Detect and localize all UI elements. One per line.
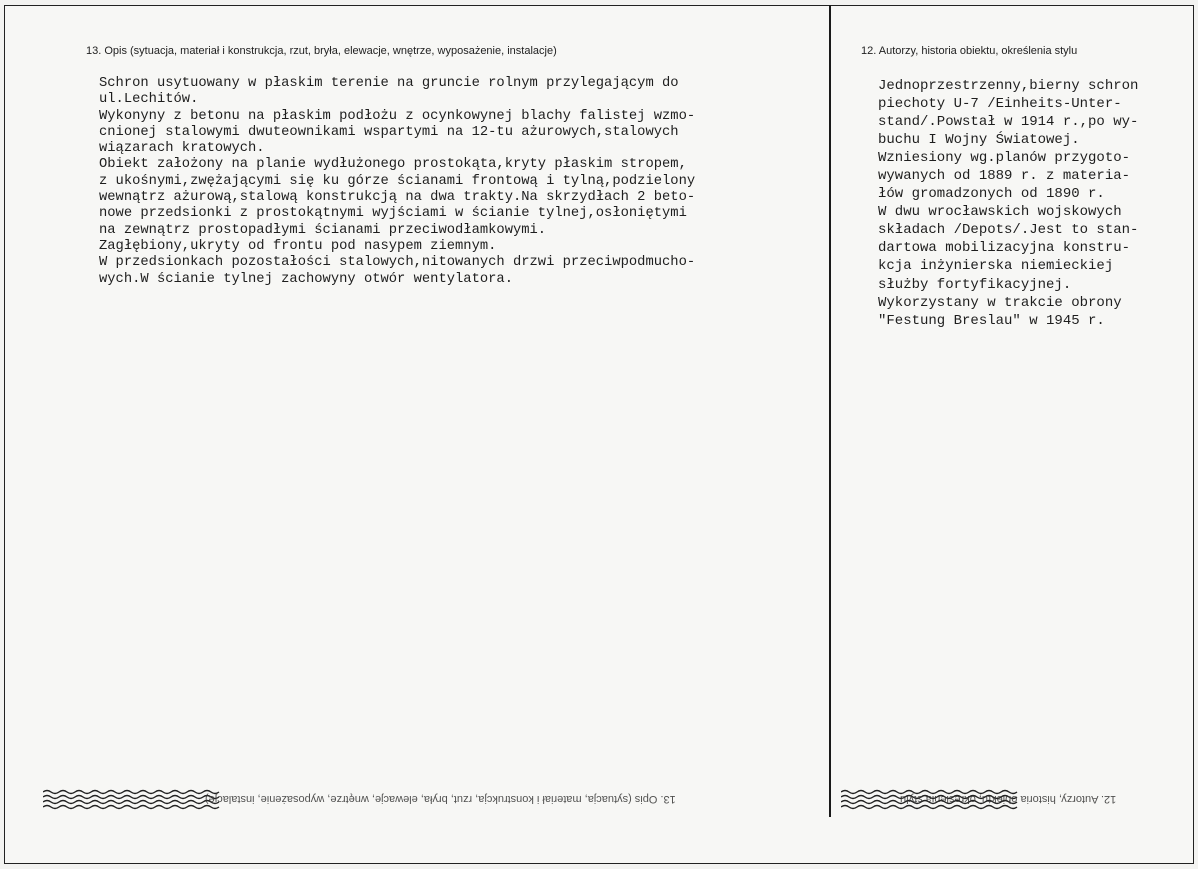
text-line: W przedsionkach pozostałości stalowych,nitowanych drzwi przeciwpodmucho-	[99, 255, 696, 271]
text-line: "Festung Breslau" w 1945 r.	[878, 312, 1105, 329]
text-line: łów gromadzonych od 1890 r.	[878, 186, 1105, 203]
text-line: na zewnątrz prostopadłymi ścianami przeciwodłamkowymi.	[99, 222, 547, 238]
text-line: stand/.Powstał w 1914 r.,po wy-	[878, 114, 1139, 131]
text-line: Wzniesiony wg.planów przygoto-	[878, 150, 1131, 167]
section-13-heading: 13. Opis (sytuacja, materiał i konstrukcja, rzut, bryła, elewacje, wnętrze, wyposażenie, instalacje)	[86, 45, 557, 57]
text-line: wiązarach kratowych.	[99, 141, 265, 157]
text-line: wych.W ścianie tylnej zachowyny otwór wentylatora.	[99, 271, 513, 287]
text-line: Schron usytuowany w płaskim terenie na gruncie rolnym przylegającym do	[99, 76, 679, 91]
text-line: buchu I Wojny Światowej.	[878, 132, 1080, 149]
document-page	[4, 5, 1194, 864]
text-line: dartowa mobilizacyjna konstru-	[878, 240, 1131, 257]
section-12-body	[878, 77, 1138, 330]
text-line: służby fortyfikacyjnej.	[878, 276, 1072, 293]
text-line: Zagłębiony,ukryty od frontu pod nasypem ziemnym.	[99, 238, 497, 254]
text-line: Wykonyny z betonu na płaskim podłożu z ocynkowynej blachy falistej wzmo-	[99, 108, 696, 124]
text-line: cnionej stalowymi dwuteownikami wspartymi na 12-tu ażurowych,stalowych	[99, 124, 679, 140]
text-line: Obiekt założony na planie wydłużonego prostokąta,kryty płaskim stropem,	[99, 157, 687, 173]
text-line: piechoty U-7 /Einheits-Unter-	[878, 96, 1122, 113]
text-line: składach /Depots/.Jest to stan-	[878, 222, 1139, 239]
section-12-heading: 12. Autorzy, historia obiektu, określenia stylu	[861, 45, 1078, 57]
text-line: nowe przedsionki z prostokątnymi wyjściami w ścianie tylnej,osłoniętymi	[99, 206, 687, 222]
section-13-body	[99, 76, 695, 288]
text-line: Jednoprzestrzenny,bierny schron	[878, 78, 1139, 94]
text-line: ul.Lechitów.	[99, 92, 199, 108]
text-line: wywanych od 1889 r. z materia-	[878, 168, 1131, 185]
text-line: W dwu wrocławskich wojskowych	[878, 204, 1122, 221]
mirrored-heading-12: 12. Autorzy, historia obiektu, określenia stylu	[900, 793, 1117, 805]
text-line: wewnątrz ażurową,stalową konstrukcją na dwa trakty.Na skrzydłach 2 beto-	[99, 190, 696, 206]
mirrored-heading-13: 13. Opis (sytuacja, materiał i konstrukcja, rzut, bryła, elewacje, wnętrze, wyposażenie, instalacje)	[205, 793, 676, 805]
text-line: z ukośnymi,zwężającymi się ku górze ścianami frontową i tylną,podzielony	[99, 173, 696, 189]
text-line: kcja inżynierska niemieckiej	[878, 258, 1114, 275]
text-line: Wykorzystany w trakcie obrony	[878, 294, 1122, 311]
column-divider	[829, 5, 831, 817]
